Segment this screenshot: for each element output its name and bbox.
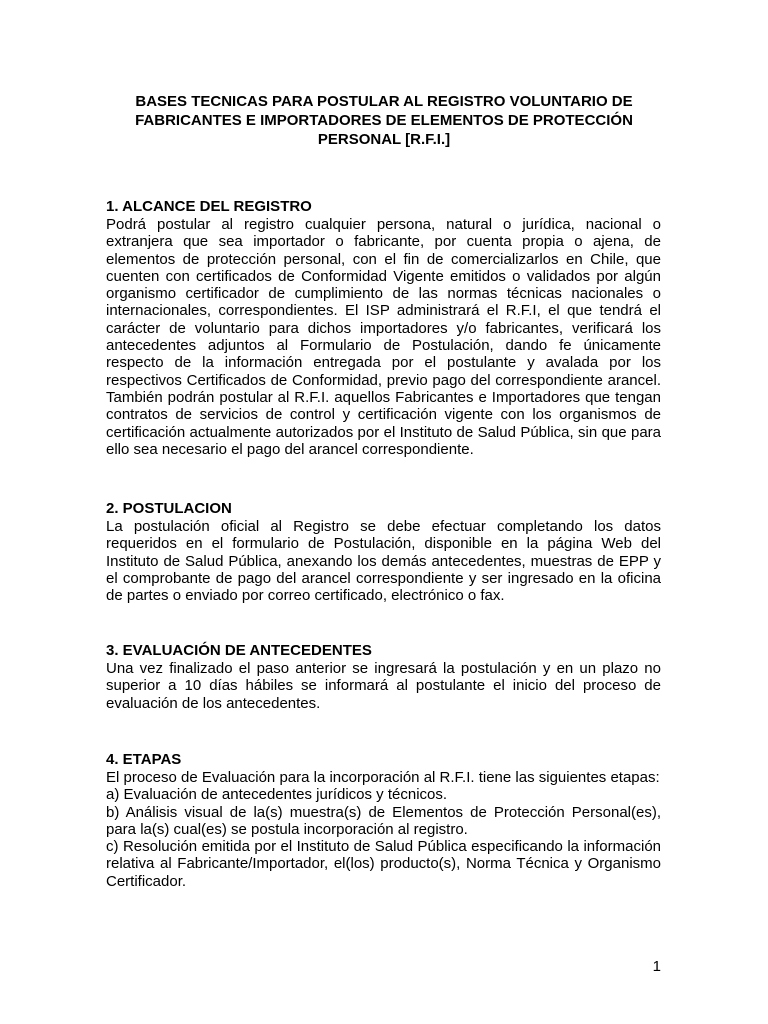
- page-number: 1: [652, 958, 661, 975]
- section-postulacion: [106, 500, 661, 604]
- document-title: [100, 92, 668, 149]
- section-heading: 4. ETAPAS: [106, 751, 182, 768]
- section-body: Podrá postular al registro cualquier persona, natural o jurídica, nacional o extranjera que sea importador o fabricante, por cuenta propia o ajena, de elementos de protección personal, con el fin de comercializarlos en Chile, que cuenten con certificados de Conformidad Vigente emitidos o validados por algún organismo certificador de cumplimiento de las normas técnicas nacionales o internacionales, correspondientes. El ISP administrará el R.F.I, el que tendrá el carácter de voluntario para dichos importadores y/o fabricantes, verificará los antecedentes adjuntos al Formulario de Postulación, dando fe únicamente respecto de la información entregada por el postulante y avalada por los respectivos Certificados de Conformidad, previo pago del correspondiente arancel. También podrán postular al R.F.I. aquellos Fabricantes e Importadores que tengan contratos de servicios de control y certificación vigente con los organismos de certificación actualmente autorizados por el Instituto de Salud Pública, sin que para ello sea necesario el pago del arancel correspondiente.: [106, 216, 661, 458]
- section-etapas: [106, 751, 661, 890]
- list-item: a) Evaluación de antecedentes jurídicos y técnicos.: [106, 786, 448, 804]
- section-heading: 2. POSTULACION: [106, 500, 232, 517]
- list-item: c) Resolución emitida por el Instituto de Salud Pública especificando la información relativa al Fabricante/Importador, el(los) producto(s), Norma Técnica y Organismo Certificador.: [106, 838, 661, 890]
- title-line-2: FABRICANTES E IMPORTADORES DE ELEMENTOS DE PROTECCIÓN: [135, 112, 633, 129]
- list-item: b) Análisis visual de la(s) muestra(s) de Elementos de Protección Personal(es), para la(s) cual(es) se postula incorporación al registro.: [106, 803, 661, 838]
- title-line-1: BASES TECNICAS PARA POSTULAR AL REGISTRO VOLUNTARIO DE: [135, 93, 633, 110]
- section-body: Una vez finalizado el paso anterior se ingresará la postulación y en un plazo no superior a 10 días hábiles se informará al postulante el inicio del proceso de evaluación de los antecedentes.: [106, 660, 661, 712]
- section-heading: 1. ALCANCE DEL REGISTRO: [106, 198, 312, 215]
- section-intro: El proceso de Evaluación para la incorporación al R.F.I. tiene las siguientes etapas:: [106, 769, 660, 786]
- title-line-3: PERSONAL [R.F.I.]: [317, 131, 451, 148]
- section-alcance: [106, 198, 661, 458]
- section-body: La postulación oficial al Registro se debe efectuar completando los datos requeridos en el formulario de Postulación, disponible en la página Web del Instituto de Salud Pública, anexando los demás antecedentes, muestras de EPP y el comprobante de pago del arancel correspondiente y ser ingresado en la oficina de partes o enviado por correo certificado, electrónico o fax.: [106, 518, 661, 605]
- section-evaluacion: [106, 642, 661, 712]
- section-heading: 3. EVALUACIÓN DE ANTECEDENTES: [106, 642, 372, 659]
